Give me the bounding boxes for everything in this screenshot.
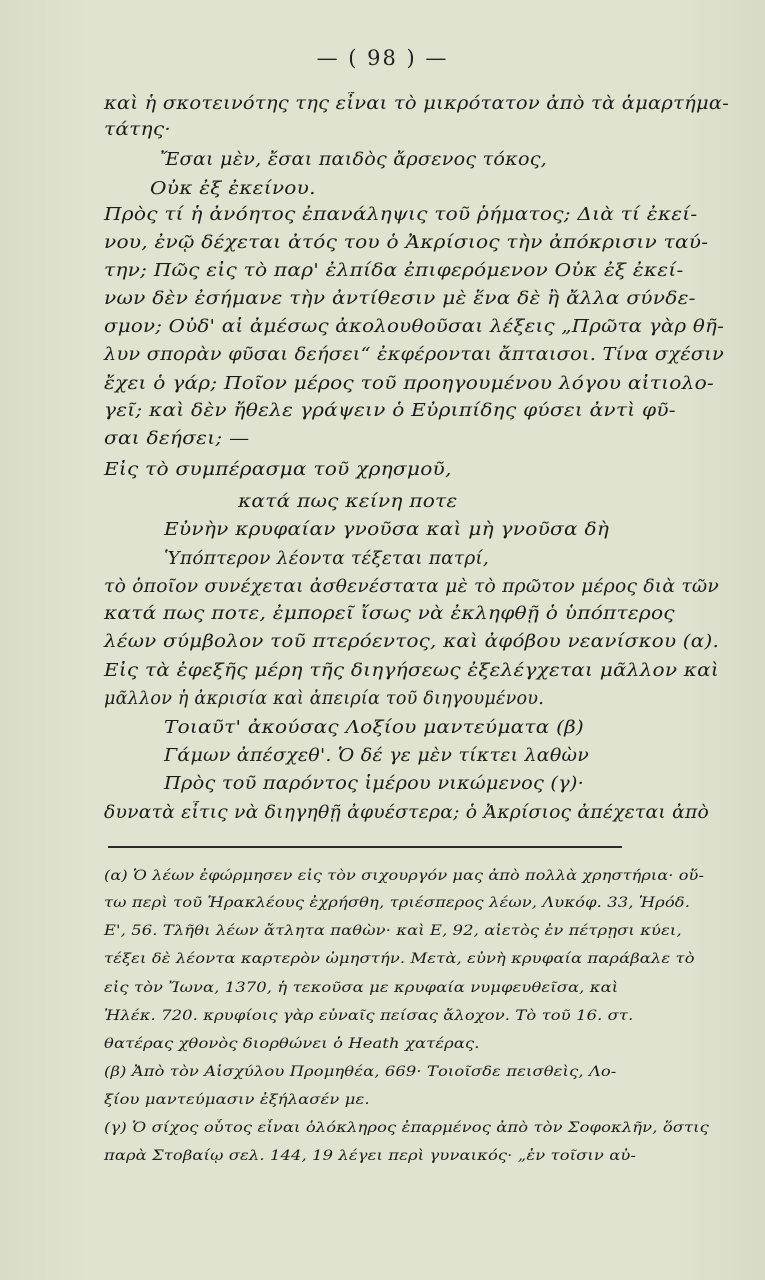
footnote-line: ξίου μαντεύμασιν ἐξήλασέν με.	[104, 1092, 370, 1108]
text-line: Εὐνὴν κρυφαίαν γνοῦσα καὶ μὴ γνοῦσα δὴ	[164, 520, 610, 540]
text-line: τὸ ὁποῖον συνέχεται ἀσθενέστατα μὲ τὸ πρῶτον μέρος διὰ τῶν	[104, 577, 719, 597]
page-number: — ( 98 ) —	[316, 46, 449, 70]
text-line: Πρὸς τί ἡ ἀνόητος ἐπανάληψις τοῦ ῥήματος; Διὰ τί ἐκεί-	[104, 205, 698, 225]
text-line: κατά πως κείνη ποτε	[238, 492, 458, 512]
text-line: Οὐκ ἐξ ἐκείνου.	[150, 179, 316, 199]
text-line: Εἰς τὰ ἐφεξῆς μέρη τῆς διηγήσεως ἐξελέγχεται μᾶλλον καὶ	[104, 661, 719, 681]
text-line: Ἔσαι μὲν, ἔσαι παιδὸς ἄρσενος τόκος,	[160, 150, 547, 170]
text-line: Εἰς τὸ συμπέρασμα τοῦ χρησμοῦ,	[104, 460, 452, 480]
text-line: νων δὲν ἐσήμανε τὴν ἀντίθεσιν μὲ ἕνα δὲ ἢ ἄλλα σύνδε-	[104, 289, 696, 309]
text-line: την; Πῶς εἰς τὸ παρ' ἐλπίδα ἐπιφερόμενον Οὐκ ἐξ ἐκεί-	[104, 261, 684, 281]
text-line: λέων σύμβολον τοῦ πτερόεντος, καὶ ἀφόβου νεανίσκου (α).	[104, 632, 719, 652]
text-line: λυν σπορὰν φῦσαι δεήσει“ ἐκφέρονται ἄπταισοι. Τίνα σχέσιν	[104, 345, 724, 365]
footnote-line: Ἠλέκ. 720. κρυφίοις γὰρ εὐναῖς πείσας ἄλοχον. Τὸ τοῦ 16. στ.	[104, 1008, 634, 1024]
text-line: ἔχει ὁ γάρ; Ποῖον μέρος τοῦ προηγουμένου λόγου αἰτιολο-	[104, 374, 714, 394]
footnote-line: θατέρας χθονὸς διορθώνει ὁ Heath χατέρας.	[104, 1036, 480, 1052]
footnote-line: τω περὶ τοῦ Ἡρακλέους ἐχρήσθη, τριέσπερος λέων, Λυκόφ. 33, Ἡρόδ.	[104, 895, 691, 911]
text-line: Ὑπόπτερον λέοντα τέξεται πατρί,	[164, 549, 489, 569]
footnote-rule	[108, 846, 622, 848]
text-line: τάτης·	[104, 120, 171, 140]
footnote-line: (β) Ἀπὸ τὸν Αἰσχύλου Προμηθέα, 669· Τοιοῖσδε πεισθεὶς, Λο-	[104, 1064, 617, 1080]
footnote-line: παρὰ Στοβαίῳ σελ. 144, 19 λέγει περὶ γυναικός· „ἐν τοῖσιν αὐ-	[104, 1148, 637, 1164]
text-line: γεῖ; καὶ δὲν ἤθελε γράψειν ὁ Εὐριπίδης φύσει ἀντὶ φῦ-	[104, 401, 676, 421]
text-line: Γάμων ἀπέσχεθ'. Ὁ δέ γε μὲν τίκτει λαθὼν	[164, 746, 589, 766]
text-line: σαι δεήσει; —	[104, 429, 250, 449]
text-line: δυνατὰ εἶτις νὰ διηγηθῇ ἀφυέστερα; ὁ Ἀκρίσιος ἀπέχεται ἀπὸ	[104, 803, 709, 823]
footnote-line: (α) Ὁ λέων ἐφώρμησεν εἰς τὸν σιχουργόν μας ἀπὸ πολλὰ χρηστήρια· οὕ-	[104, 868, 704, 884]
footnote-line: τέξει δὲ λέοντα καρτερὸν ὠμηστήν. Μετὰ, εὐνὴ κρυφαία παράβαλε τὸ	[104, 951, 695, 967]
footnote-line: εἰς τὸν Ἴωνα, 1370, ἡ τεκοῦσα με κρυφαία νυμφευθεῖσα, καὶ	[104, 980, 619, 996]
footnote-line: Ε', 56. Τλῆθι λέων ἄτλητα παθὼν· καὶ Ε, 92, αἰετὸς ἐν πέτρῃσι κύει,	[104, 923, 682, 939]
text-line: Πρὸς τοῦ παρόντος ἱμέρου νικώμενος (γ)·	[164, 774, 584, 794]
text-line: Τοιαῦτ' ἀκούσας Λοξίου μαντεύματα (β)	[164, 718, 584, 738]
text-line: κατά πως ποτε, ἐμπορεῖ ἴσως νὰ ἐκληφθῇ ὁ ὑπόπτερος	[104, 604, 675, 624]
text-line: σμον; Οὐδ' αἱ ἀμέσως ἀκολουθοῦσαι λέξεις „Πρῶτα γὰρ θῆ-	[104, 317, 724, 337]
footnote-line: (γ) Ὁ σίχος οὗτος εἶναι ὁλόκληρος ἐπαρμένος ἀπὸ τὸν Σοφοκλῆν, ὅστις	[104, 1120, 709, 1136]
text-line: μᾶλλον ἡ ἀκρισία καὶ ἀπειρία τοῦ διηγουμένου.	[104, 689, 544, 709]
text-line: καὶ ἡ σκοτεινότης της εἶναι τὸ μικρότατον ἀπὸ τὰ ἁμαρτήμα-	[104, 94, 729, 114]
text-line: νου, ἐνῷ δέχεται ἀτός του ὁ Ἀκρίσιος τὴν ἀπόκρισιν ταύ-	[104, 233, 709, 253]
